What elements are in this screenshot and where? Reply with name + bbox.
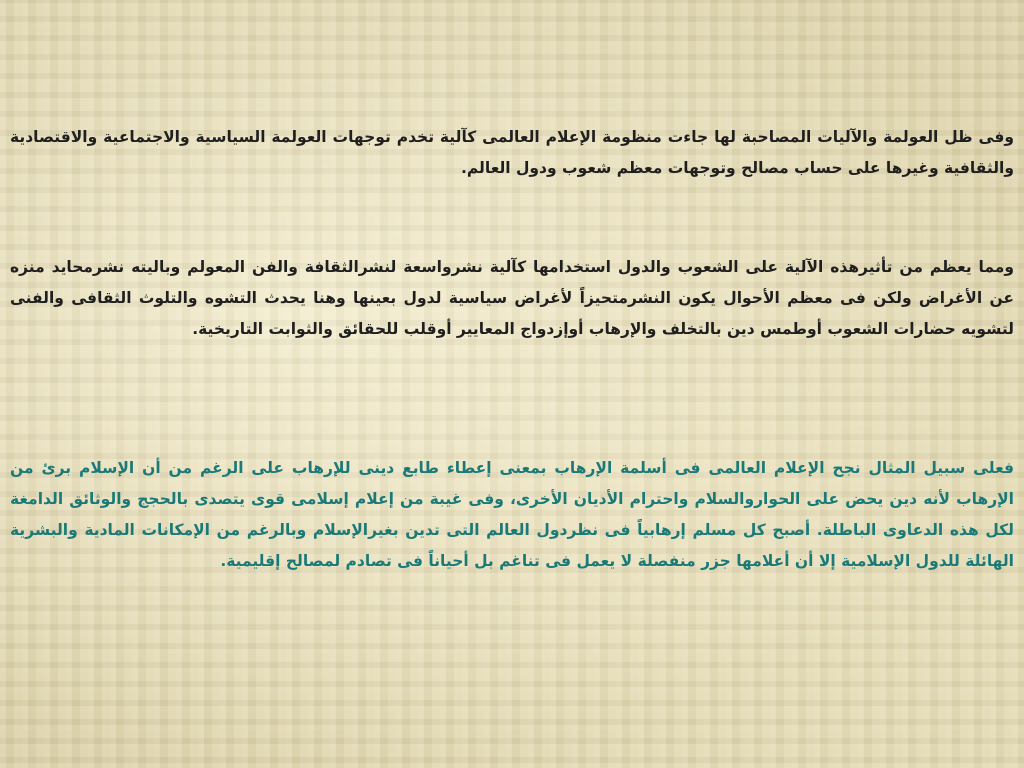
paragraph-globalization-media: وفى ظل العولمة والآليات المصاحبة لها جاءت منظومة الإعلام العالمى كآلية تخدم توجهات العولمة السياسية والاجتماعية والاقتصادية والثقافية وغيرها على حساب مصالح وتوجهات معظم شعوب ودول العالم. <box>10 128 1014 177</box>
paragraph-cultural-distortion: ومما يعظم من تأثيرهذه الآلية على الشعوب والدول استخدامها كآلية نشرواسعة لنشرالثقافة والفن المعولم وباليته نشرمحايد منزه عن الأغراض ولكن فى معظم الأحوال يكون النشرمتحيزاً لأغراض سياسية لدول بعينها وهنا يحدث التشوه والتلوث الثقافى والفنى لتشويه حضارات الشعوب أوطمس دين بالتخلف والإرهاب أوإزدواج المعايير أوقلب للحقائق والثوابت التاريخية. <box>10 258 1014 338</box>
paragraph-islamization-of-terrorism: فعلى سبيل المثال نجح الإعلام العالمى فى أسلمة الإرهاب بمعنى إعطاء طابع دينى للإرهاب على الرغم من أن الإسلام برئ من الإرهاب لأنه دين يحض على الحواروالسلام واحترام الأديان الأخرى، وفى غيبة من إعلام إسلامى قوى يتصدى بالحجج والوثائق الدامغة لكل هذه الدعاوى الباطلة. أصبح كل مسلم إرهابياً فى نظردول العالم التى تدين بغيرالإسلام وبالرغم من الإمكانات المادية والبشرية الهائلة للدول الإسلامية إلا أن أعلامها جزر منفصلة لا يعمل فى تناغم بل أحياناً فى تصادم لمصالح إقليمية. <box>10 459 1014 570</box>
